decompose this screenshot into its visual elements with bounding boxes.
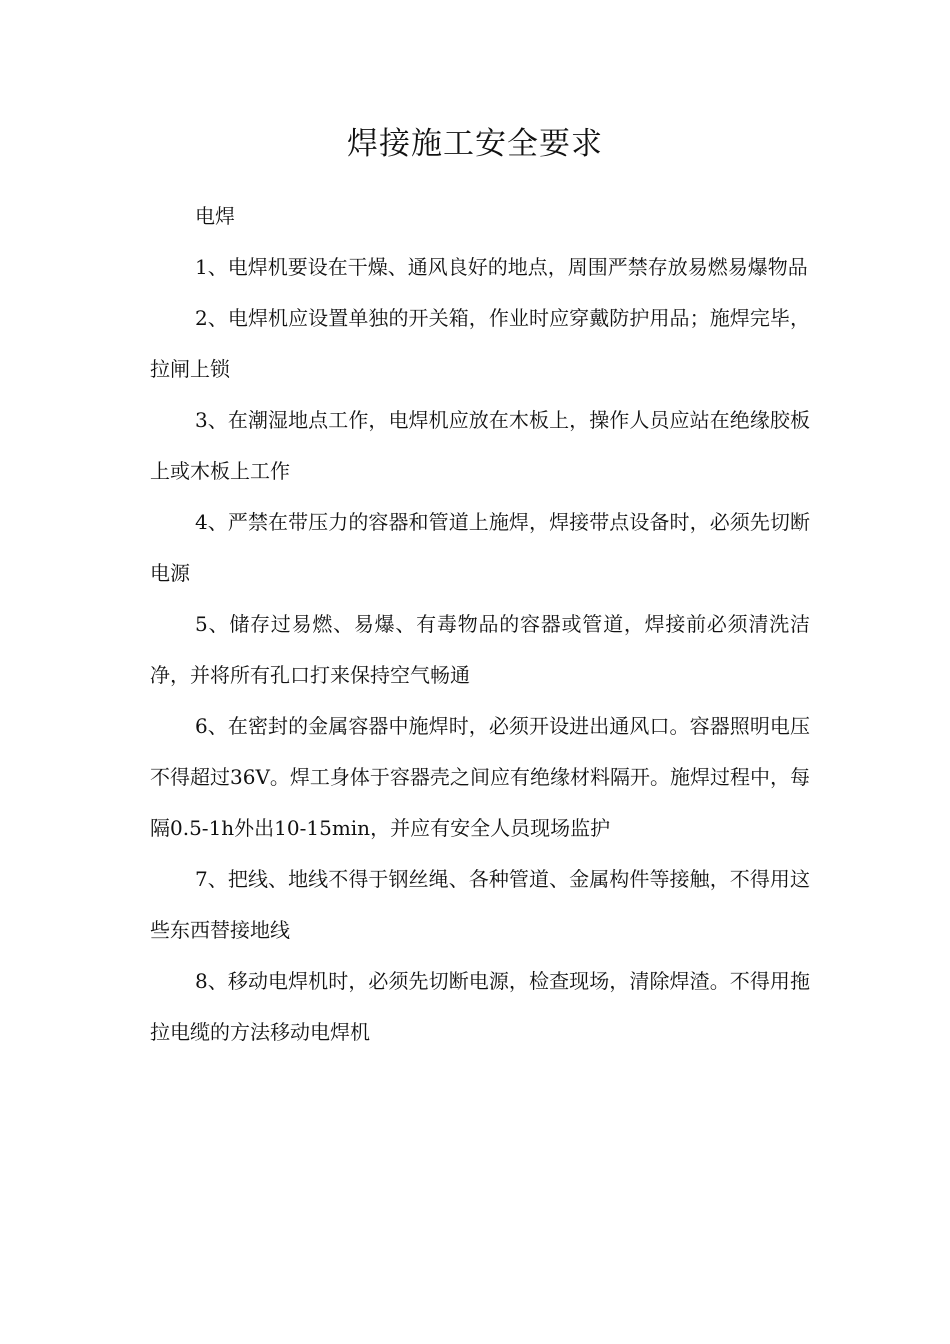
paragraph-8: 8、移动电焊机时，必须先切断电源，检查现场，清除焊渣。不得用拖拉电缆的方法移动电焊机 xyxy=(150,969,810,1044)
document-title: 焊接施工安全要求 xyxy=(347,126,603,162)
paragraph-7: 7、把线、地线不得于钢丝绳、各种管道、金属构件等接触，不得用这些东西替接地线 xyxy=(150,867,810,942)
section-heading: 电焊 xyxy=(195,204,235,228)
document-body xyxy=(150,191,810,1058)
paragraph-4: 4、严禁在带压力的容器和管道上施焊，焊接带点设备时，必须先切断电源 xyxy=(150,510,810,585)
paragraph-6: 6、在密封的金属容器中施焊时，必须开设进出通风口。容器照明电压不得超过36V。焊工身体于容器壳之间应有绝缘材料隔开。施焊过程中，每隔0.5-1h外出10-15min，并应有安全人员现场监护 xyxy=(150,714,810,840)
paragraph-2: 2、电焊机应设置单独的开关箱，作业时应穿戴防护用品；施焊完毕，拉闸上锁 xyxy=(150,306,810,381)
paragraph-5: 5、储存过易燃、易爆、有毒物品的容器或管道，焊接前必须清洗洁净，并将所有孔口打来保持空气畅通 xyxy=(150,612,810,687)
paragraph-1: 1、电焊机要设在干燥、通风良好的地点，周围严禁存放易燃易爆物品 xyxy=(195,255,808,279)
paragraph-3: 3、在潮湿地点工作，电焊机应放在木板上，操作人员应站在绝缘胶板上或木板上工作 xyxy=(150,408,810,483)
